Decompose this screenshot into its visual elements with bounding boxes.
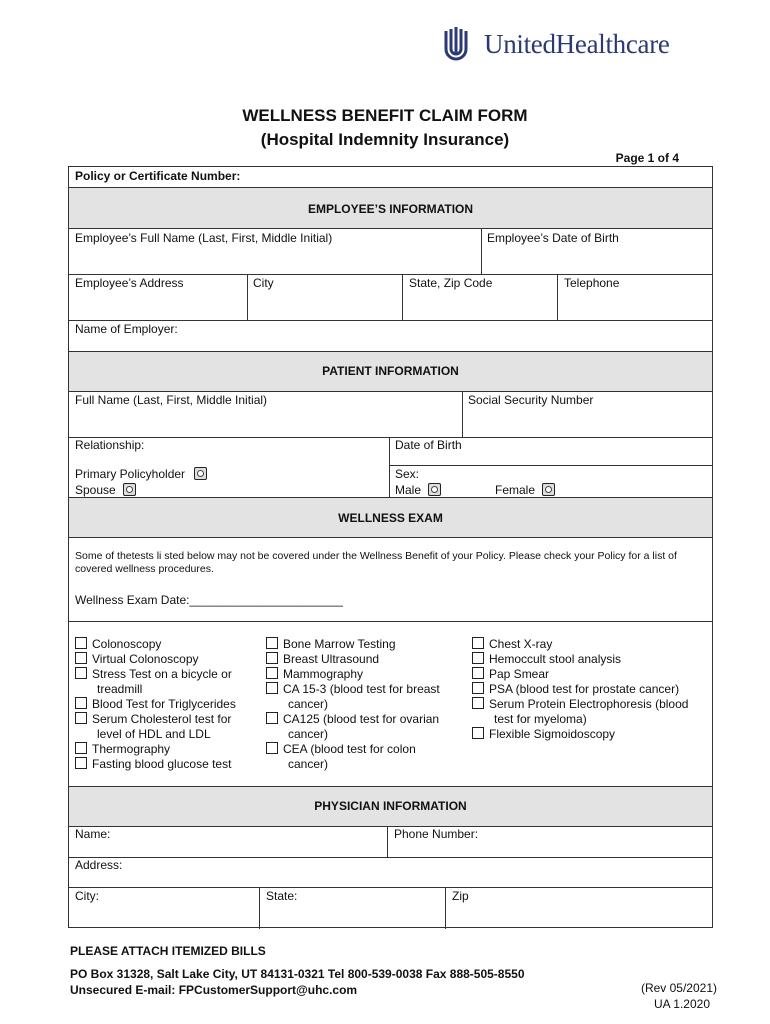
exam-test-checkbox[interactable] [472, 637, 484, 649]
exam-test-item[interactable] [75, 712, 236, 727]
exam-test-label-continued: cancer) [288, 697, 329, 711]
exam-tests-column-3 [472, 637, 688, 742]
exam-test-checkbox[interactable] [266, 712, 278, 724]
exam-test-checkbox[interactable] [75, 637, 87, 649]
exam-test-label-continued: level of HDL and LDL [97, 727, 211, 741]
exam-test-item[interactable] [472, 697, 688, 712]
exam-test-checkbox[interactable] [472, 652, 484, 664]
patient-ssn-field[interactable]: Social Security Number [468, 393, 594, 407]
exam-test-item[interactable] [472, 682, 688, 697]
exam-test-item[interactable] [75, 697, 236, 712]
employee-address-field[interactable]: Employee’s Address [75, 276, 184, 290]
exam-test-item[interactable] [266, 667, 440, 682]
physician-city-field[interactable]: City: [75, 889, 99, 903]
employee-section-title: EMPLOYEE’S INFORMATION [307, 202, 474, 216]
physician-phone-field[interactable]: Phone Number: [394, 827, 479, 841]
male-option[interactable] [395, 483, 441, 497]
exam-test-checkbox[interactable] [472, 697, 484, 709]
exam-test-checkbox[interactable] [266, 667, 278, 679]
spouse-option[interactable] [75, 483, 136, 497]
exam-test-checkbox[interactable] [75, 652, 87, 664]
exam-test-checkbox[interactable] [266, 637, 278, 649]
exam-section-title: WELLNESS EXAM [338, 511, 443, 525]
employee-full-name-field[interactable]: Employee’s Full Name (Last, First, Middle Initial) [75, 231, 333, 245]
exam-test-checkbox[interactable] [472, 667, 484, 679]
exam-test-checkbox[interactable] [75, 667, 87, 679]
exam-test-label-continued: cancer) [288, 757, 329, 771]
exam-test-item[interactable] [266, 712, 440, 727]
claim-form [68, 166, 713, 928]
exam-test-item[interactable] [75, 757, 236, 772]
exam-test-label-continued: test for myeloma) [494, 712, 587, 726]
form-subtitle: (Hospital Indemnity Insurance) [260, 130, 510, 149]
exam-coverage-note: Some of thetests li sted below may not be covered under the Wellness Benefit of your Policy. Please check your Policy for a list of covered wellness procedures. [75, 550, 677, 575]
exam-test-item[interactable] [472, 727, 688, 742]
physician-section-title: PHYSICIAN INFORMATION [314, 799, 467, 813]
brand-name: UnitedHealthcare [484, 29, 670, 59]
exam-test-label: Virtual Colonoscopy [92, 652, 199, 666]
patient-section-title: PATIENT INFORMATION [322, 364, 459, 378]
exam-test-item[interactable] [266, 742, 440, 757]
exam-test-label-continued: treadmill [97, 682, 143, 696]
employee-state-zip-field[interactable]: State, Zip Code [409, 276, 493, 290]
exam-test-item[interactable] [266, 637, 440, 652]
exam-test-label: Chest X-ray [489, 637, 553, 651]
employee-city-field[interactable]: City [253, 276, 274, 290]
physician-state-field[interactable]: State: [266, 889, 298, 903]
exam-test-label: Fasting blood glucose test [92, 757, 232, 771]
male-label: Male [395, 483, 422, 497]
primary-policyholder-option[interactable] [75, 467, 207, 481]
exam-test-label: Pap Smear [489, 667, 550, 681]
primary-policyholder-label: Primary Policyholder [75, 467, 186, 481]
exam-test-label-continued: cancer) [288, 727, 329, 741]
exam-test-item[interactable] [472, 652, 688, 667]
female-option[interactable] [495, 483, 555, 497]
policy-number-field[interactable]: Policy or Certificate Number: [75, 169, 241, 183]
exam-tests-column-2 [266, 637, 440, 772]
exam-test-label: Mammography [283, 667, 364, 681]
exam-test-label: Thermography [92, 742, 171, 756]
exam-test-label: Blood Test for Triglycerides [92, 697, 236, 711]
wellness-exam-date-field[interactable]: Wellness Exam Date:_______________________ [75, 593, 343, 607]
exam-test-checkbox[interactable] [75, 757, 87, 769]
spouse-label: Spouse [75, 483, 116, 497]
exam-test-label: Bone Marrow Testing [283, 637, 396, 651]
exam-test-item[interactable] [472, 637, 688, 652]
employer-name-field[interactable]: Name of Employer: [75, 322, 178, 336]
exam-tests-column-1 [75, 637, 236, 772]
spouse-checkbox[interactable] [123, 483, 136, 496]
brand-logo [440, 27, 720, 67]
exam-test-label: Breast Ultrasound [283, 652, 380, 666]
exam-test-label: CA125 (blood test for ovarian [283, 712, 440, 726]
exam-test-label: CEA (blood test for colon [283, 742, 416, 756]
patient-dob-field[interactable]: Date of Birth [395, 438, 462, 452]
uhc-logo-icon [440, 27, 476, 67]
exam-test-label: PSA (blood test for prostate cancer) [489, 682, 680, 696]
support-email: Unsecured E-mail: FPCustomerSupport@uhc.com [70, 983, 358, 997]
exam-test-label: Hemoccult stool analysis [489, 652, 622, 666]
exam-test-label: Stress Test on a bicycle or [92, 667, 232, 681]
exam-test-label: Serum Protein Electrophoresis (blood [489, 697, 689, 711]
female-checkbox[interactable] [542, 483, 555, 496]
primary-policyholder-checkbox[interactable] [194, 467, 207, 480]
revision-date: (Rev 05/2021) [640, 981, 717, 995]
employee-dob-field[interactable]: Employee’s Date of Birth [487, 231, 619, 245]
exam-test-item[interactable] [75, 667, 236, 682]
exam-test-item[interactable] [75, 652, 236, 667]
exam-test-item[interactable] [472, 667, 688, 682]
exam-test-item[interactable] [75, 637, 236, 652]
page-number: Page 1 of 4 [615, 151, 679, 165]
relationship-label: Relationship: [75, 438, 145, 452]
exam-test-checkbox[interactable] [75, 742, 87, 754]
mailing-address: PO Box 31328, Salt Lake City, UT 84131-0321 Tel 800-539-0038 Fax 888-505-8550 [70, 967, 525, 981]
sex-label: Sex: [395, 467, 420, 481]
exam-test-checkbox[interactable] [472, 682, 484, 694]
exam-test-label: Colonoscopy [92, 637, 162, 651]
exam-test-checkbox[interactable] [75, 697, 87, 709]
physician-zip-field[interactable]: Zip [452, 889, 469, 903]
exam-test-item[interactable] [75, 742, 236, 757]
exam-test-checkbox[interactable] [266, 682, 278, 694]
exam-test-checkbox[interactable] [472, 727, 484, 739]
exam-test-label: Serum Cholesterol test for [92, 712, 232, 726]
patient-full-name-field[interactable]: Full Name (Last, First, Middle Initial) [75, 393, 268, 407]
form-title: WELLNESS BENEFIT CLAIM FORM [242, 106, 528, 125]
exam-test-checkbox[interactable] [75, 712, 87, 724]
exam-test-label: CA 15-3 (blood test for breast [283, 682, 440, 696]
employee-telephone-field[interactable]: Telephone [564, 276, 620, 290]
exam-test-checkbox[interactable] [266, 742, 278, 754]
female-label: Female [495, 483, 536, 497]
exam-test-label: Flexible Sigmoidoscopy [489, 727, 616, 741]
attach-bills-note: PLEASE ATTACH ITEMIZED BILLS [70, 944, 266, 958]
physician-address-field[interactable]: Address: [75, 858, 123, 872]
exam-test-item[interactable] [266, 652, 440, 667]
male-checkbox[interactable] [428, 483, 441, 496]
exam-test-item[interactable] [266, 682, 440, 697]
form-code: UA 1.2020 [653, 997, 710, 1011]
exam-test-checkbox[interactable] [266, 652, 278, 664]
physician-name-field[interactable]: Name: [75, 827, 111, 841]
